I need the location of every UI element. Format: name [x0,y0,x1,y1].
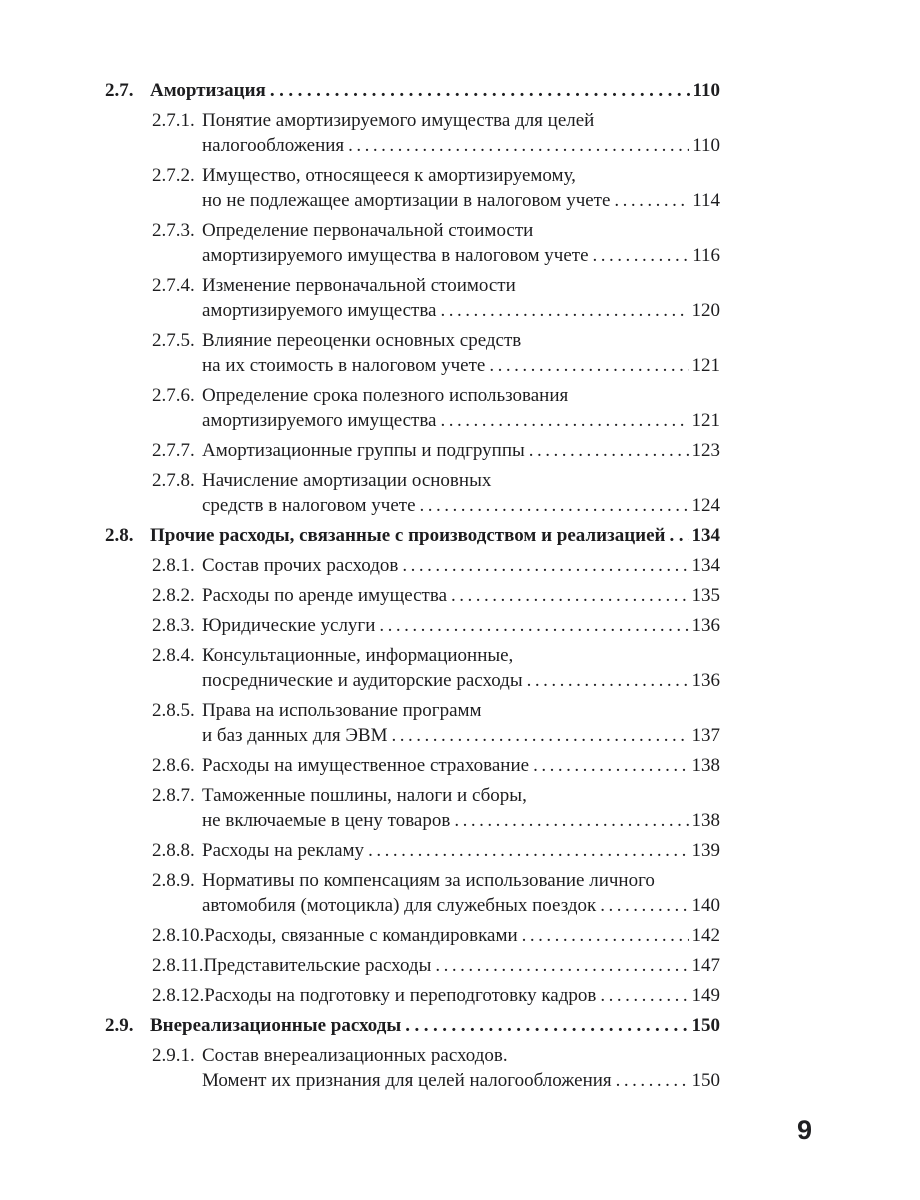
toc-entry-line [152,553,720,578]
dot-leader [451,583,688,608]
toc-entry-line [152,188,720,213]
toc-entry [105,583,720,608]
toc-entry-page: 136 [691,670,720,691]
toc-entry-text: на их стоимость в налоговом учете [202,355,486,376]
toc-entry-page: 142 [691,925,720,946]
toc-entry-text: Понятие амортизируемого имущества для целей [202,110,595,131]
toc-entry-page: 150 [691,1070,720,1091]
dot-leader [391,723,688,748]
toc-entry-page: 121 [691,410,720,431]
dot-leader [522,923,689,948]
toc-entry-text: Расходы на имущественное страхование [202,755,530,776]
toc-entry-text: Момент их признания для целей налогообложения [202,1070,612,1091]
toc-entry-page: 137 [691,725,720,746]
toc-entry [105,643,720,693]
page-number: 9 [796,1115,812,1145]
toc-entry-page: 120 [691,300,720,321]
dot-leader [348,133,689,158]
dot-leader [454,808,688,833]
toc-entry-text: Состав внереализационных расходов. [202,1045,508,1066]
toc-entry [105,108,720,158]
toc-entry-text: Права на использование программ [202,700,482,721]
toc-entry-text: Нормативы по компенсациям за использование личного [202,870,655,891]
toc-entry-page: 121 [691,355,720,376]
toc-entry [105,273,720,323]
toc-entry-text: Влияние переоценки основных средств [202,330,522,351]
toc-entry [105,868,720,918]
toc-entry-text: амортизируемого имущества в налоговом учете [202,245,589,266]
toc-entry-line [152,753,720,778]
toc-entry-text: но не подлежащее амортизации в налоговом учете [202,190,611,211]
toc-entry [105,553,720,578]
toc-entry-text: Состав прочих расходов [202,555,399,576]
dot-leader [529,438,689,463]
dot-leader [593,243,690,268]
toc-entry-number: 2.7.7. [152,440,195,461]
toc-entry-line [152,468,720,493]
toc-entry-page: 135 [691,585,720,606]
toc-entry-text: Расходы на рекламу [202,840,365,861]
toc-entry-page: 124 [691,495,720,516]
dot-leader [600,893,688,918]
toc-entry-page: 114 [692,190,720,211]
toc-entry [105,1043,720,1093]
toc-entry [105,753,720,778]
dot-leader [405,1013,688,1038]
toc-entry-text: Определение первоначальной стоимости [202,220,534,241]
toc-entry-page: 116 [692,245,720,266]
toc-entry-line [152,868,720,893]
toc-entry-number: 2.9. [105,1015,134,1036]
toc-entry-text: Внереализационные расходы [150,1015,402,1036]
toc-entry-line [152,923,720,948]
dot-leader [669,523,688,548]
toc-entry-page: 138 [691,755,720,776]
toc-entry-text: амортизируемого имущества [202,410,437,431]
toc-entry-page: 134 [691,555,720,576]
toc-entry-line [152,643,720,668]
toc-entry-number: 2.7.2. [152,165,195,186]
toc-entry-number: 2.7. [105,80,134,101]
toc-entry-page: 136 [691,615,720,636]
toc-entry-line [152,983,720,1008]
toc-entry [105,983,720,1008]
toc-entry-line [152,383,720,408]
toc-entry-text: Имущество, относящееся к амортизируемому, [202,165,576,186]
toc-entry-number: 2.7.1. [152,110,195,131]
toc-entry-number: 2.7.5. [152,330,195,351]
toc-entry-number: 2.7.6. [152,385,195,406]
toc-entry-page: 147 [691,955,720,976]
toc-entry-page: 110 [692,135,720,156]
toc-entry-page: 140 [691,895,720,916]
toc-entry-line [152,1068,720,1093]
toc-entry-number: 2.8.9. [152,870,195,891]
toc-entry-number: 2.8.2. [152,585,195,606]
toc-entry-page: 139 [691,840,720,861]
dot-leader [435,953,688,978]
dot-leader [270,78,690,103]
toc-entry-line [152,243,720,268]
toc-entry-text: Расходы, связанные с командировками [204,925,518,946]
toc-entry-line [152,298,720,323]
dot-leader [616,1068,689,1093]
toc-entry-text: Амортизационные группы и подгруппы [202,440,525,461]
toc-entry-line [152,783,720,808]
dot-leader [420,493,689,518]
toc-entry-text: Изменение первоначальной стоимости [202,275,516,296]
toc-entry-line [152,273,720,298]
toc-entry-line [105,78,720,103]
toc-entry-page: 110 [692,80,720,101]
toc-entry-text: Начисление амортизации основных [202,470,492,491]
dot-leader [614,188,689,213]
toc-entry-text: налогообложения [202,135,345,156]
toc-entry [105,1013,720,1038]
toc-entry-number: 2.7.3. [152,220,195,241]
toc-entry-text: и баз данных для ЭВМ [202,725,388,746]
toc-entry-page: 149 [691,985,720,1006]
toc-entry-line [152,163,720,188]
toc-entry-text: Прочие расходы, связанные с производством и реализацией [150,525,666,546]
dot-leader [533,753,688,778]
toc-entry [105,523,720,548]
dot-leader [368,838,688,863]
toc-entry-line [152,723,720,748]
dot-leader [527,668,689,693]
toc-entry-text: автомобиля (мотоцикла) для служебных поездок [202,895,597,916]
dot-leader [600,983,688,1008]
toc-entry-page: 150 [691,1015,720,1036]
toc-entry [105,698,720,748]
toc-entry-number: 2.8.10. [152,925,205,946]
toc-entry-number: 2.7.4. [152,275,195,296]
toc-entry-page: 138 [691,810,720,831]
toc-entry-number: 2.8.8. [152,840,195,861]
toc-entry-number: 2.8.11. [152,955,204,976]
toc-entry-text: амортизируемого имущества [202,300,437,321]
toc-entry-text: посреднические и аудиторские расходы [202,670,523,691]
toc-entry-text: Таможенные пошлины, налоги и сборы, [202,785,527,806]
toc-entry [105,613,720,638]
dot-leader [441,408,689,433]
toc-entry-page: 134 [691,525,720,546]
toc-entry-line [105,523,720,548]
toc-entry-text: Консультационные, информационные, [202,645,514,666]
dot-leader [441,298,689,323]
toc-entry-text: Определение срока полезного использования [202,385,569,406]
toc-entry-number: 2.8.6. [152,755,195,776]
toc-entry-number: 2.8.3. [152,615,195,636]
toc-entry-number: 2.8.12. [152,985,205,1006]
toc-entry-page: 123 [691,440,720,461]
toc-entry [105,438,720,463]
toc-entry-line [105,1013,720,1038]
toc-entry [105,328,720,378]
toc-entry-text: Расходы на подготовку и переподготовку кадров [204,985,597,1006]
toc-entry-number: 2.8.1. [152,555,195,576]
dot-leader [489,353,688,378]
dot-leader [379,613,688,638]
toc-entry-line [152,493,720,518]
toc-entry-line [152,668,720,693]
toc-entry [105,383,720,433]
toc-entry-line [152,953,720,978]
toc-entry-number: 2.8. [105,525,134,546]
toc-entry [105,78,720,103]
toc-entry-number: 2.8.5. [152,700,195,721]
toc-entry-line [152,353,720,378]
toc-entry [105,923,720,948]
toc-entry [105,953,720,978]
toc-entry-line [152,613,720,638]
toc-entry [105,218,720,268]
toc-entry-text: Расходы по аренде имущества [202,585,448,606]
toc-entry [105,468,720,518]
toc-entry-line [152,583,720,608]
toc-entry-number: 2.7.8. [152,470,195,491]
toc-entry-line [152,328,720,353]
toc-entry-line [152,438,720,463]
toc-entry-text: средств в налоговом учете [202,495,416,516]
toc-entry-number: 2.9.1. [152,1045,195,1066]
toc-entry [105,163,720,213]
toc-entry-text: Представительские расходы [203,955,432,976]
toc-entry-number: 2.8.7. [152,785,195,806]
toc-entry-line [152,1043,720,1068]
toc-entry-line [152,133,720,158]
toc-entry-text: Юридические услуги [202,615,376,636]
toc-entry [105,838,720,863]
toc-entry-line [152,698,720,723]
toc-entry-line [152,838,720,863]
dot-leader [402,553,688,578]
toc-entry-line [152,408,720,433]
toc-entry-text: не включаемые в цену товаров [202,810,451,831]
toc-entry-line [152,108,720,133]
toc-entry-line [152,808,720,833]
toc-entry-line [152,893,720,918]
toc-entry-number: 2.8.4. [152,645,195,666]
toc-entry [105,783,720,833]
table-of-contents [105,78,720,1098]
toc-entry-text: Амортизация [150,80,266,101]
toc-entry-line [152,218,720,243]
